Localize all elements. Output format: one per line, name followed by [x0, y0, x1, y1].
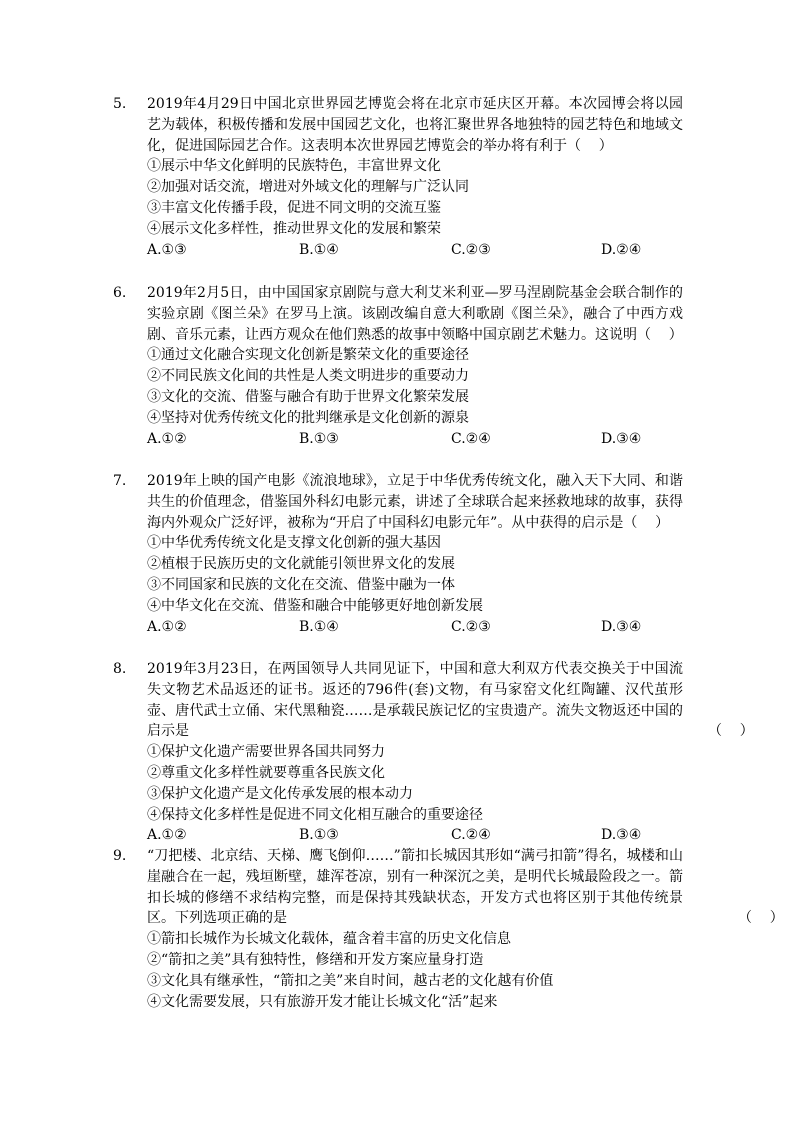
option-4: ④中华文化在交流、借鉴和融合中能够更好地创新发展: [147, 597, 483, 614]
choice-a: A.①②: [147, 618, 187, 635]
choice-d: D.③④: [601, 618, 642, 635]
choice-d: D.③④: [601, 430, 642, 447]
question-number: 9.: [113, 848, 127, 864]
answer-parentheses: （ ）: [637, 326, 683, 343]
choice-d: D.③④: [601, 827, 642, 844]
question-stem: 2019年2月5日，由中国国家京剧院与意大利艾米利亚—罗马涅剧院基金会联合制作的实验京剧《图兰朵》在罗马上演。该剧改编自意大利歌剧《图兰朵》，融合了中西方戏剧、音乐元素，让西方观众在他们熟悉的故事中领略中国京剧艺术魅力。这说明（ ）: [147, 285, 683, 343]
answer-choices: [147, 825, 683, 846]
option-1: ①展示中华文化鲜明的民族特色，丰富世界文化: [147, 158, 441, 175]
question-6: [113, 283, 683, 449]
option-3: ③丰富文化传播手段，促进不同文明的交流互鉴: [147, 199, 441, 216]
choice-d: D.②④: [601, 241, 642, 258]
choice-b: B.①③: [299, 827, 339, 844]
option-1: ①通过文化融合实现文化创新是繁荣文化的重要途径: [147, 347, 469, 364]
answer-choices: [147, 429, 683, 450]
option-4: ④保持文化多样性是促进不同文化相互融合的重要途径: [147, 806, 483, 823]
choice-a: A.①③: [147, 241, 187, 258]
question-number: 7.: [113, 473, 127, 489]
choice-c: C.②④: [451, 827, 491, 844]
answer-choices: [147, 240, 683, 261]
choice-a: A.①②: [147, 430, 187, 447]
option-4: ④展示文化多样性，推动世界文化的发展和繁荣: [147, 220, 441, 237]
option-2: ②不同民族文化间的共性是人类文明进步的重要动力: [147, 368, 469, 385]
question-number: 5.: [113, 96, 127, 112]
option-2: ②尊重文化多样性就要尊重各民族文化: [147, 764, 385, 781]
option-4: ④文化需要发展，只有旅游开发才能让长城文化“活”起来: [147, 993, 498, 1010]
choice-b: B.①③: [299, 430, 339, 447]
answer-parentheses: （ ）: [738, 910, 784, 926]
question-5: [113, 94, 683, 260]
question-stem: 2019年4月29日中国北京世界园艺博览会将在北京市延庆区开幕。本次园博会将以园艺为载体，积极传播和发展中国园艺文化，也将汇聚世界各地独特的园艺特色和地域文化，促进国际园艺合作。这表明本次世界园艺博览会的举办将有利于（ ）: [147, 96, 683, 154]
option-3: ③保护文化遗产是文化传承发展的根本动力: [147, 785, 413, 802]
option-1: ①保护文化遗产需要世界各国共同努力: [147, 744, 385, 761]
option-3: ③文化具有继承性，“箭扣之美”来自时间，越古老的文化越有价值: [147, 972, 554, 989]
answer-parentheses: （ ）: [623, 514, 670, 531]
answer-parentheses: （ ）: [708, 723, 754, 739]
question-9: [113, 846, 683, 1012]
option-2: ②“箭扣之美”具有独特性，修缮和开发方案应量身打造: [147, 951, 484, 968]
choice-c: C.②③: [451, 618, 491, 635]
choice-b: B.①④: [299, 241, 339, 258]
option-2: ②植根于民族历史的文化就能引领世界文化的发展: [147, 556, 455, 573]
question-number: 6.: [113, 285, 127, 301]
question-8: [113, 659, 683, 846]
choice-b: B.①④: [299, 618, 339, 635]
question-7: [113, 471, 683, 637]
question-stem: 2019年3月23日，在两国领导人共同见证下，中国和意大利双方代表交换关于中国流失文物艺术品返还的证书。返还的796件(套)文物，有马家窑文化红陶罐、汉代茧形壶、唐代武士立俑、宋代黑釉瓷……是承载民族记忆的宝贵遗产。流失文物返还中国的启示是: [147, 661, 683, 740]
choice-c: C.②③: [451, 241, 491, 258]
answer-choices: [147, 617, 683, 638]
question-number: 8.: [113, 661, 127, 677]
question-stem: “刀把楼、北京结、天梯、鹰飞倒仰……”箭扣长城因其形如“满弓扣箭”得名，城楼和山崖融合在一起，残垣断壁，雄浑苍凉，别有一种深沉之美，是明代长城最险段之一。箭扣长城的修缮不求结构完整，而是保持其残缺状态，开发方式也将区别于其他传统景区。下列选项正确的是: [147, 848, 683, 927]
option-1: ①中华优秀传统文化是支撑文化创新的强大基因: [147, 535, 441, 552]
answer-parentheses: （ ）: [567, 137, 613, 154]
question-stem: 2019年上映的国产电影《流浪地球》，立足于中华优秀传统文化，融入天下大同、和谐共生的价值理念，借鉴国外科幻电影元素，讲述了全球联合起来拯救地球的故事，获得海内外观众广泛好评，被称为“开启了中国科幻电影元年”。从中获得的启示是（ ）: [147, 473, 683, 531]
option-4: ④坚持对优秀传统文化的批判继承是文化创新的源泉: [147, 409, 469, 426]
option-3: ③不同国家和民族的文化在交流、借鉴中融为一体: [147, 576, 455, 593]
choice-c: C.②④: [451, 430, 491, 447]
choice-a: A.①②: [147, 827, 187, 844]
option-3: ③文化的交流、借鉴与融合有助于世界文化繁荣发展: [147, 388, 469, 405]
option-2: ②加强对话交流，增进对外域文化的理解与广泛认同: [147, 179, 469, 196]
option-1: ①箭扣长城作为长城文化载体，蕴含着丰富的历史文化信息: [147, 931, 511, 948]
